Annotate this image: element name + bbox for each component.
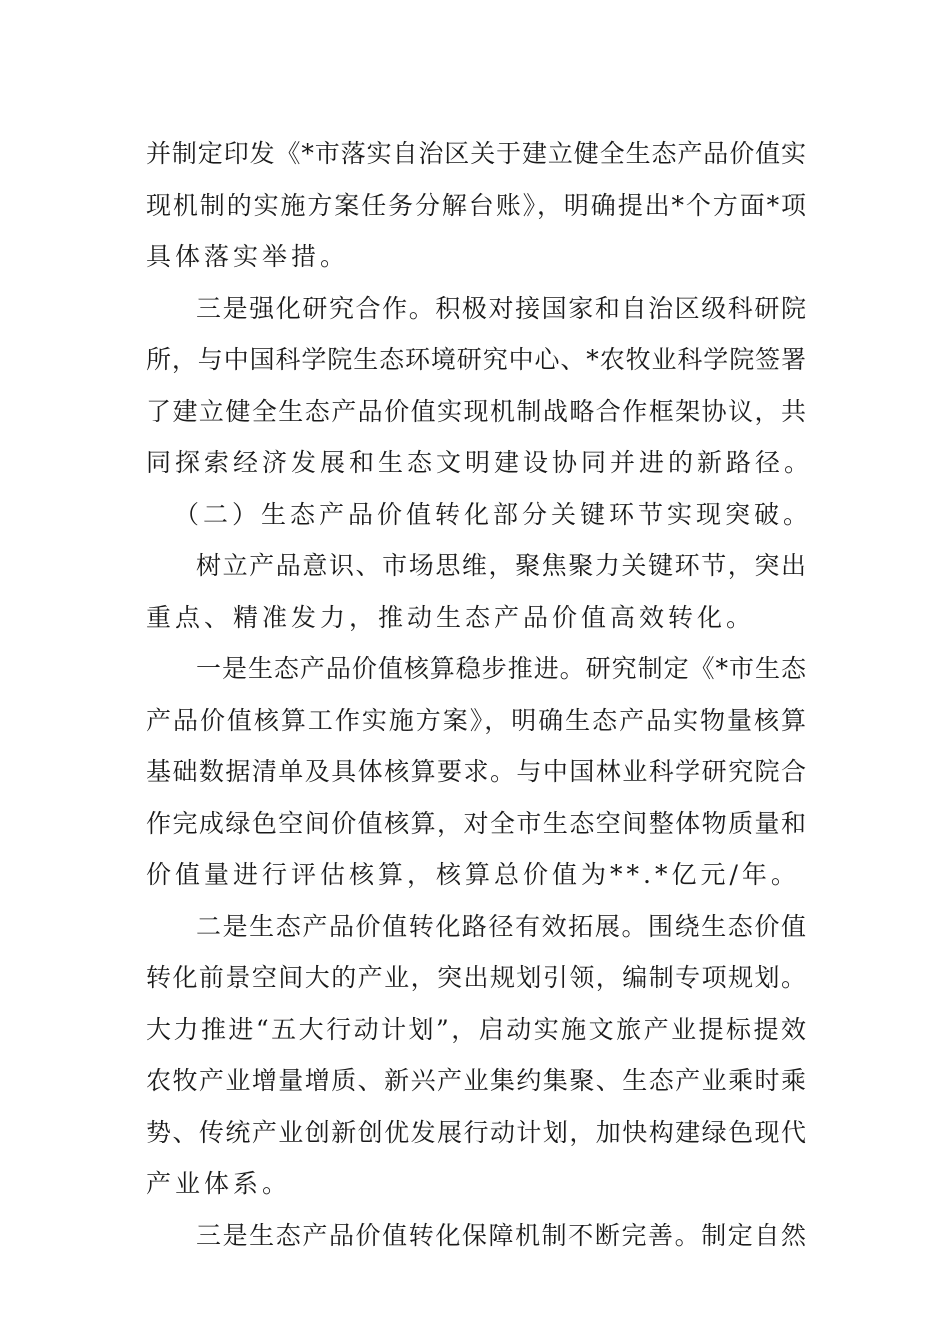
text-line: 同探索经济发展和生态文明建设协同并进的新路径。	[146, 448, 814, 477]
text-line: 农牧产业增量增质、新兴产业集约集聚、生态产业乘时乘	[146, 1066, 806, 1095]
text-line: 二是生态产品价值转化路径有效拓展。围绕生态价值	[196, 911, 806, 941]
text-line: 转化前景空间大的产业，突出规划引领，编制专项规划。	[146, 963, 806, 992]
text-line: 所，与中国科学院生态环境研究中心、*农牧业科学院签署	[146, 345, 806, 374]
text-line: 现机制的实施方案任务分解台账》，明确提出*个方面*项	[146, 190, 806, 220]
text-line: 价值量进行评估核算，核算总价值为**.*亿元/年。	[146, 860, 800, 889]
text-line: 并制定印发《*市落实自治区关于建立健全生态产品价值实	[146, 139, 806, 168]
text-line: 了建立健全生态产品价值实现机制战略合作框架协议，共	[146, 396, 806, 426]
text-line: 重点、精准发力，推动生态产品价值高效转化。	[146, 602, 756, 632]
text-line: 具体落实举措。	[146, 242, 350, 271]
document-body	[146, 128, 814, 1261]
text-line: 树立产品意识、市场思维，聚焦聚力关键环节，突出	[196, 551, 806, 580]
text-line: 三是强化研究合作。积极对接国家和自治区级科研院	[196, 293, 806, 323]
section-heading: （二）生态产品价值转化部分关键环节实现突破。	[174, 499, 813, 529]
text-line: 产业体系。	[146, 1169, 292, 1198]
text-line: 势、传统产业创新创优发展行动计划，加快构建绿色现代	[146, 1117, 806, 1147]
text-line: 产品价值核算工作实施方案》，明确生态产品实物量核算	[146, 705, 806, 735]
text-line: 大力推进“五大行动计划”，启动实施文旅产业提标提效	[146, 1014, 806, 1044]
text-line: 作完成绿色空间价值核算，对全市生态空间整体物质量和	[146, 808, 806, 838]
text-line: 一是生态产品价值核算稳步推进。研究制定《*市生态	[196, 654, 806, 683]
text-line: 基础数据清单及具体核算要求。与中国林业科学研究院合	[146, 757, 806, 786]
text-line: 三是生态产品价值转化保障机制不断完善。制定自然	[196, 1220, 806, 1250]
